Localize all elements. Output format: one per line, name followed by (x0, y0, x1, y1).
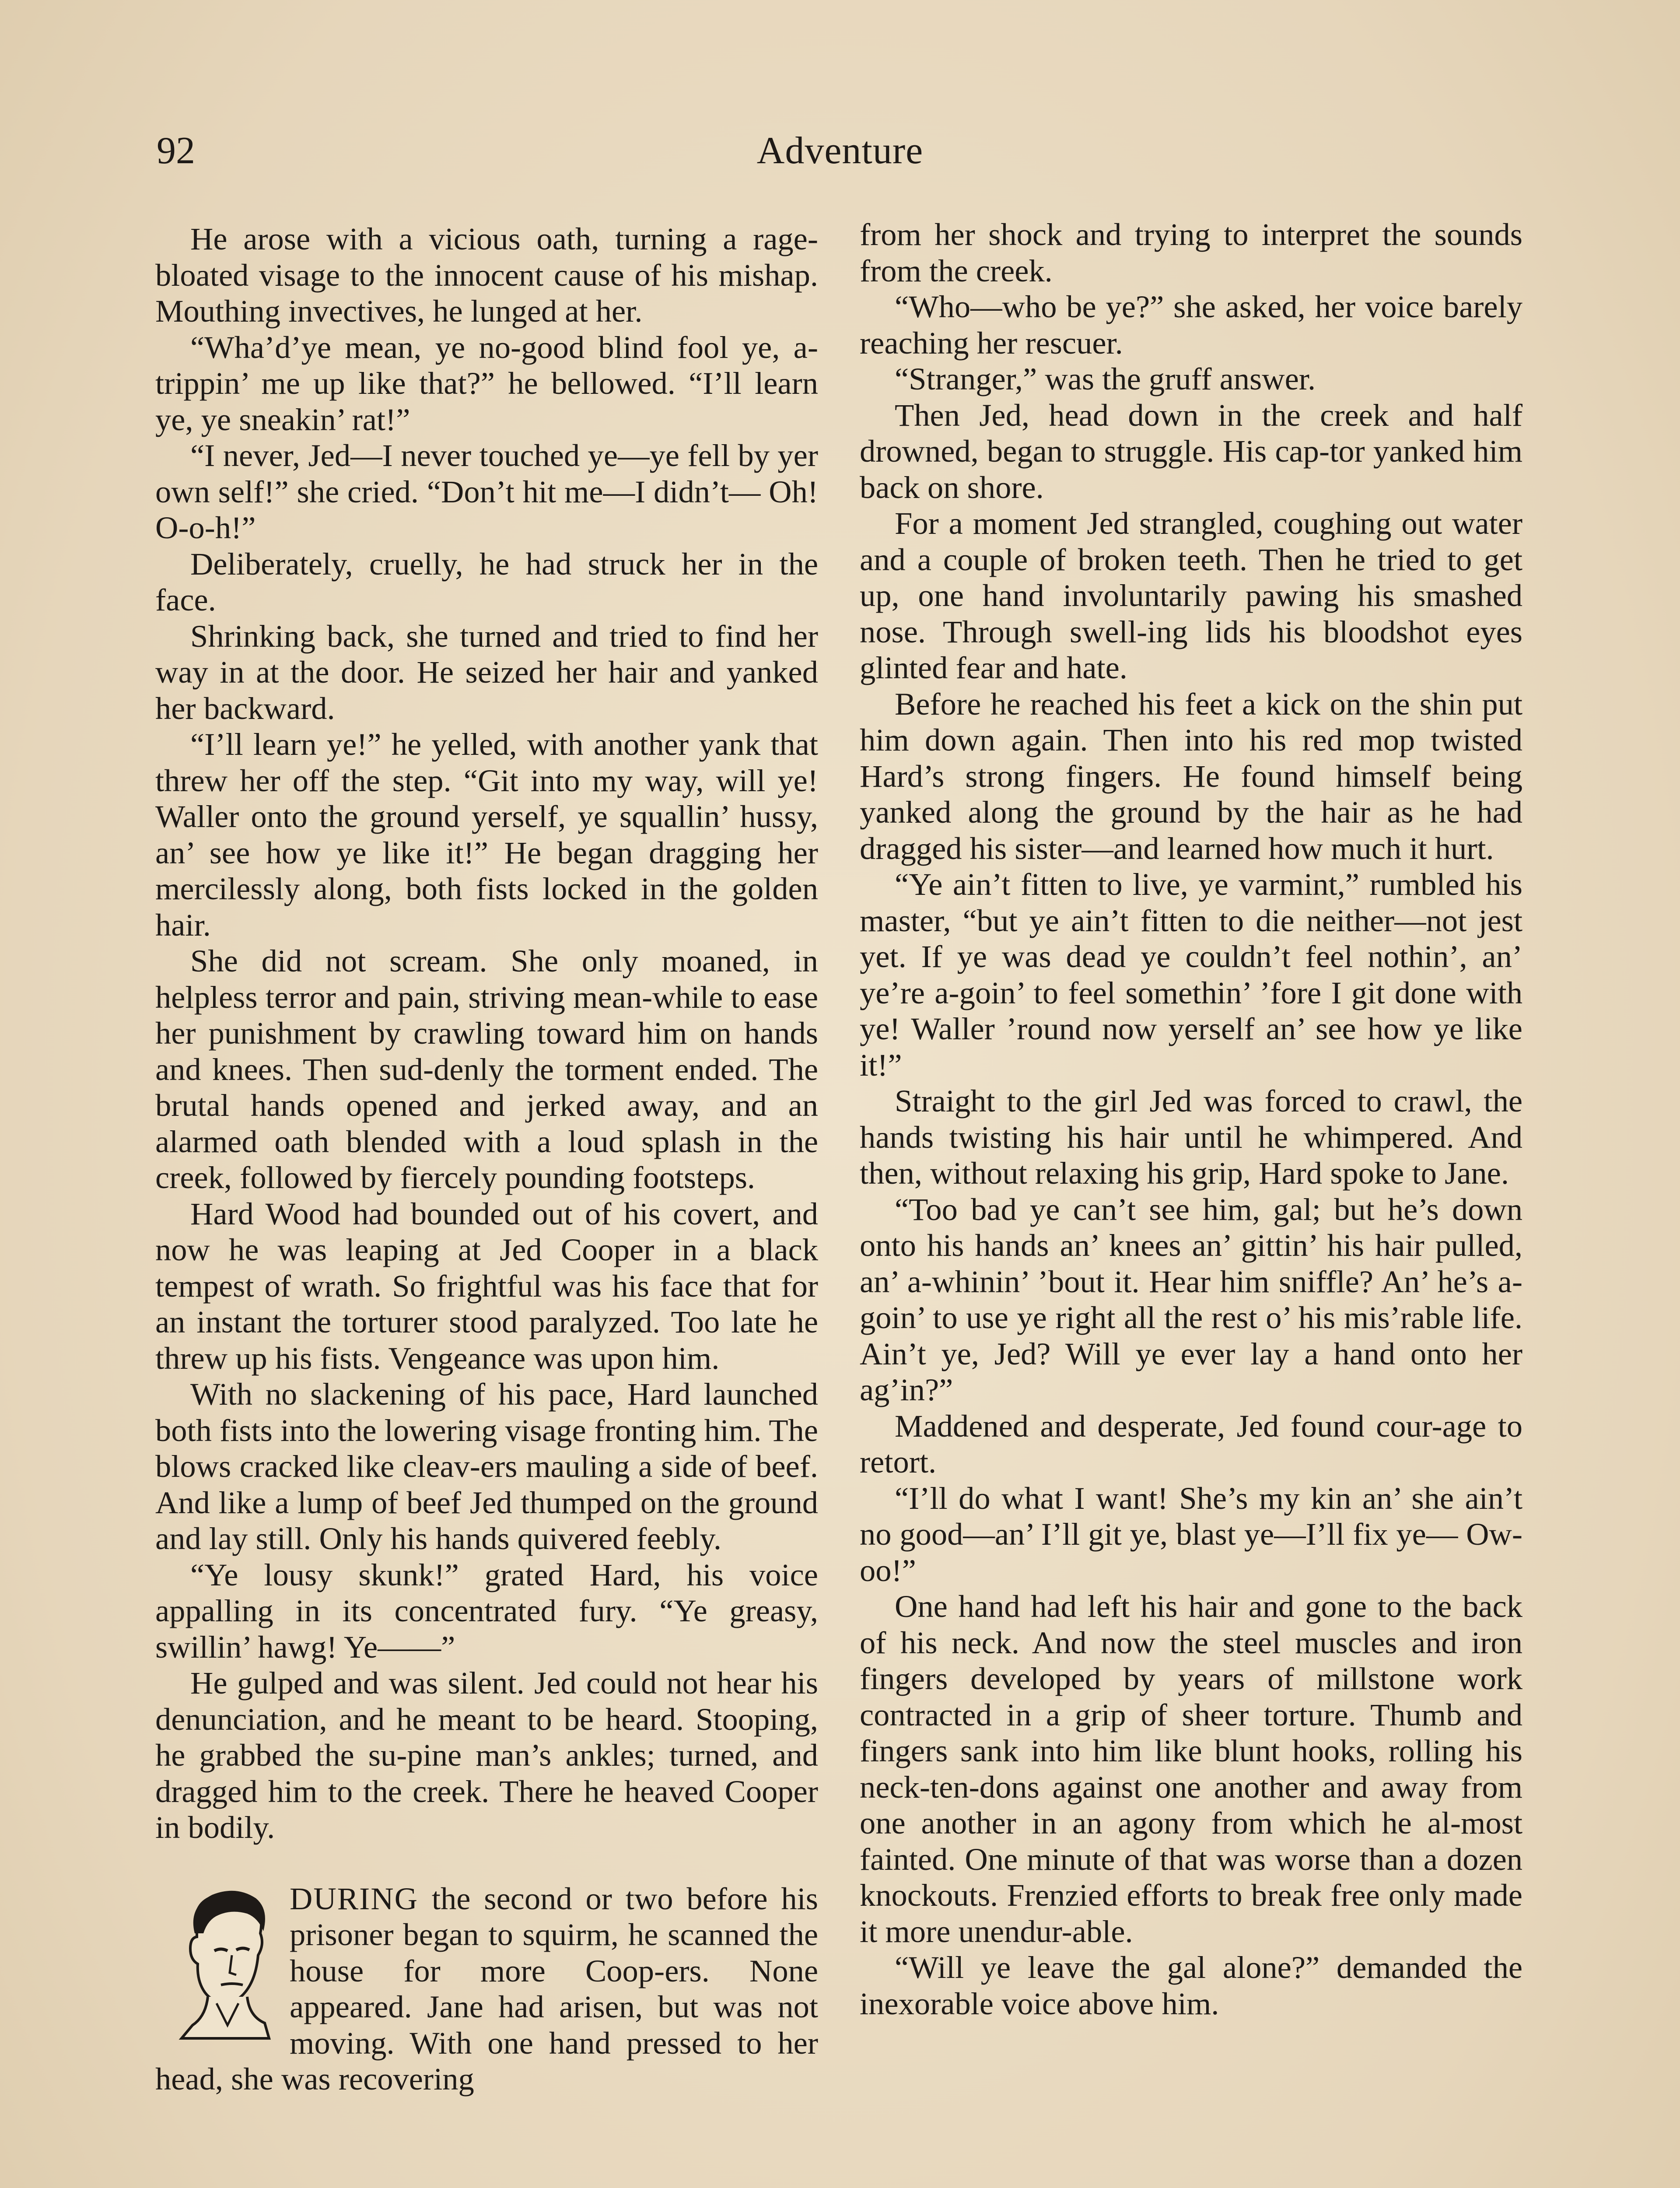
paragraph: “Will ye leave the gal alone?” demanded the inexorable voice above him. (860, 1950, 1522, 2021)
paragraph: Hard Wood had bounded out of his covert, and now he was leaping at Jed Cooper in a black tempest of wrath. So frightful was his face that for an instant the torturer stood paralyzed. Too late he threw up his fists. Vengeance was upon him. (155, 1196, 818, 1376)
section-paragraph-text: the second or two before his prisoner began to squirm, he scanned the house for more Coop-ers. None appeared. Jane had arisen, but was not moving. With one hand pressed to her head, she was recovering (155, 1880, 818, 2097)
paragraph: “I’ll do what I want! She’s my kin an’ she ain’t no good—an’ I’ll git ye, blast ye—I’ll fix ye— Ow-oo!” (860, 1480, 1522, 1588)
paragraph: Maddened and desperate, Jed found cour-age to retort. (860, 1408, 1522, 1480)
paragraph: “Ye lousy skunk!” grated Hard, his voice appalling in its concentrated fury. “Ye greasy, swillin’ hawg! Ye——” (155, 1557, 818, 1665)
paragraph: One hand had left his hair and gone to the back of his neck. And now the steel muscles and iron fingers developed by years of millstone work contracted in a grip of sheer torture. Thumb and fingers sank into him like blunt hooks, rolling his neck-ten-dons against one another and away from one another in an agony from which he al-most fainted. One minute of that was worse than a dozen knockouts. Frenzied efforts to break free only made it more unendur-able. (860, 1588, 1522, 1949)
paragraph: Deliberately, cruelly, he had struck her in the face. (155, 546, 818, 617)
paragraph: She did not scream. She only moaned, in helpless terror and pain, striving mean-while to ease her punishment by crawling toward him on hands and knees. Then sud-denly the torment ended. The brutal hands opened and jerked away, and an alarmed oath blended with a loud splash in the creek, followed by fiercely pounding footsteps. (155, 943, 818, 1195)
continued-paragraph: from her shock and trying to interpret the sounds from the creek. (860, 217, 1522, 288)
paragraph: “Ye ain’t fitten to live, ye varmint,” rumbled his master, “but ye ain’t fitten to die neither—not jest yet. If ye was dead ye couldn’t feel nothin’, an’ ye’re a-goin’ to feel somethin’ ’fore I git done with ye! Waller ’round now yerself an’ see how ye like it!” (860, 866, 1522, 1083)
paragraph: Straight to the girl Jed was forced to crawl, the hands twisting his hair until he whimpered. And then, without relaxing his grip, Hard spoke to Jane. (860, 1083, 1522, 1191)
paragraph: Then Jed, head down in the creek and half drowned, began to struggle. His cap-tor yanked him back on shore. (860, 397, 1522, 505)
paragraph: He arose with a vicious oath, turning a rage-bloated visage to the innocent cause of his mishap. Mouthing invectives, he lunged at her. (155, 221, 818, 329)
paragraph: “Wha’d’ye mean, ye no-good blind fool ye, a-trippin’ me up like that?” he bellowed. “I’ll learn ye, ye sneakin’ rat!” (155, 329, 818, 437)
paragraph: “I never, Jed—I never touched ye—ye fell by yer own self!” she cried. “Don’t hit me—I didn’t— Oh! O-o-h!” (155, 438, 818, 545)
left-column (155, 221, 818, 2097)
paragraph: He gulped and was silent. Jed could not hear his denunciation, and he meant to be heard. Stooping, he grabbed the su-pine man’s ankles; turned, and dragged him to the creek. There he heaved Cooper in bodily. (155, 1665, 818, 1845)
page-number: 92 (157, 130, 195, 172)
paragraph: For a moment Jed strangled, coughing out water and a couple of broken teeth. Then he tried to get up, one hand involuntarily pawing his smashed nose. Through swell-ing lids his bloodshot eyes glinted fear and hate. (860, 505, 1522, 685)
page-header (0, 127, 1680, 179)
paragraph: Before he reached his feet a kick on the shin put him down again. Then into his red mop twisted Hard’s strong fingers. He found himself being yanked along the ground by the hair as he had dragged his sister—and learned how much it hurt. (860, 686, 1522, 866)
paragraph: “Who—who be ye?” she asked, her voice barely reaching her rescuer. (860, 289, 1522, 361)
portrait-illustration (166, 1885, 280, 2041)
section-opening (155, 1881, 818, 2097)
paragraph: “Stranger,” was the gruff answer. (895, 361, 1316, 396)
paragraph: With no slackening of his pace, Hard launched both fists into the lowering visage fronting him. The blows cracked like cleav-ers mauling a side of beef. And like a lump of beef Jed thumped on the ground and lay still. Only his hands quivered feebly. (155, 1376, 818, 1556)
section-break (155, 1846, 818, 1881)
paragraph: “Too bad ye can’t see him, gal; but he’s down onto his hands an’ knees an’ gittin’ his hair pulled, an’ a-whinin’ ’bout it. Hear him sniffle? An’ he’s a-goin’ to use ye right all the rest o’ his mis’rable life. Ain’t ye, Jed? Will ye ever lay a hand onto her ag’in?” (860, 1191, 1522, 1407)
running-title: Adventure (756, 130, 924, 172)
right-column (860, 217, 1522, 2022)
paragraph: “I’ll learn ye!” he yelled, with another yank that threw her off the step. “Git into my way, will ye! Waller onto the ground yerself, ye squallin’ hussy, an’ see how ye like it!” He began dragging her mercilessly along, both fists locked in the golden hair. (155, 726, 818, 943)
section-lead-word: DURING (290, 1880, 418, 1916)
paragraph: Shrinking back, she turned and tried to find her way in at the door. He seized her hair and yanked her backward. (155, 618, 818, 726)
